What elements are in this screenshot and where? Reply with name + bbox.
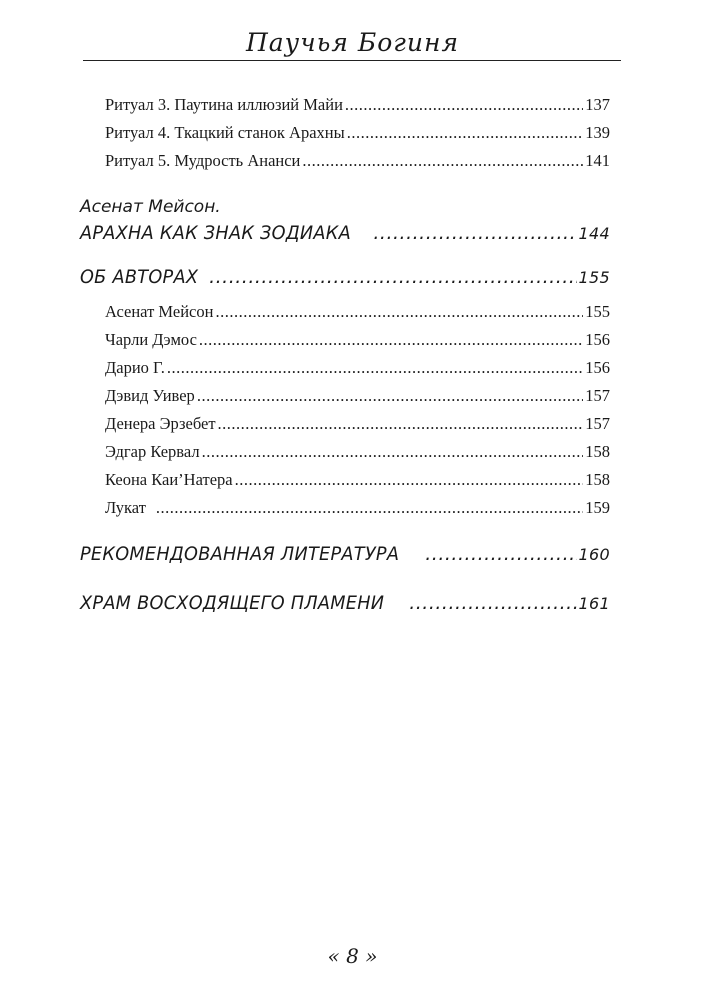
toc-section-page: 155 [578,268,610,287]
page-title: Паучья Богиня [245,28,460,57]
toc-entry-page: 141 [585,151,610,170]
toc-entry-page: 159 [585,498,610,517]
dot-leader [425,543,576,565]
toc-entry-label: Кеона Каи’Натера [105,470,233,489]
toc-entry-label: Ритуал 4. Ткацкий станок Арахны [105,123,345,142]
page-number: « 8 » [327,944,378,968]
section-author: Асенат Мейсон. [80,197,221,217]
toc-entry[interactable] [105,414,610,434]
toc-entry-label: Чарли Дэмос [105,330,197,349]
toc-entry-page: 156 [585,330,610,349]
dot-leader [409,592,576,614]
dot-leader [199,330,583,350]
toc-entry-page: 157 [585,386,610,405]
dot-leader [215,302,583,322]
toc-entry-page: 155 [585,302,610,321]
dot-leader [235,470,584,490]
toc-entry[interactable] [105,442,610,462]
toc-section-page: 160 [578,545,610,564]
toc-entry-page: 158 [585,442,610,461]
toc-section-label: АРАХНА КАК ЗНАК ЗОДИАКА [80,222,351,244]
dot-leader [302,151,583,171]
dot-leader [197,386,583,406]
toc-section-zodiac[interactable] [80,222,610,244]
toc-entry-label: Ритуал 3. Паутина иллюзий Майи [105,95,343,114]
toc-entry-label: Денера Эрзебет [105,414,216,433]
toc-section-page: 144 [578,224,610,243]
header-divider [83,60,621,61]
dot-leader [347,123,584,143]
toc-entry[interactable] [105,330,610,350]
toc-section-page: 161 [578,594,610,613]
toc-entry[interactable] [105,470,610,490]
toc-entry[interactable] [105,151,610,171]
dot-leader [167,358,583,378]
dot-leader [202,442,584,462]
toc-entry[interactable] [105,498,610,518]
toc-section-label: РЕКОМЕНДОВАННАЯ ЛИТЕРАТУРА [80,543,400,565]
toc-entry-page: 137 [585,95,610,114]
toc-section-authors[interactable] [80,266,610,288]
toc-entry-label: Дарио Г. [105,358,165,377]
toc-entry[interactable] [105,123,610,143]
dot-leader [218,414,584,434]
toc-entry[interactable] [105,302,610,322]
dot-leader [209,266,576,288]
toc-entry[interactable] [105,358,610,378]
toc-entry[interactable] [105,386,610,406]
toc-section-label: ХРАМ ВОСХОДЯЩЕГО ПЛАМЕНИ [80,592,385,614]
toc-entry-page: 139 [585,123,610,142]
toc-entry-label: Ритуал 5. Мудрость Ананси [105,151,301,170]
dot-leader [156,498,583,518]
toc-entry-label: Асенат Мейсон [105,302,214,321]
toc-entry-page: 157 [585,414,610,433]
toc-entry-page: 156 [585,358,610,377]
toc-section-literature[interactable] [80,543,610,565]
toc-entry[interactable] [105,95,610,115]
toc-section-temple[interactable] [80,592,610,614]
toc-entry-label: Дэвид Уивер [105,386,195,405]
toc-entry-page: 158 [585,470,610,489]
toc-entry-label: Лукат [105,498,146,517]
toc-section-label: ОБ АВТОРАХ [80,266,199,288]
toc-entry-label: Эдгар Кервал [105,442,200,461]
dot-leader [373,222,576,244]
dot-leader [345,95,583,115]
